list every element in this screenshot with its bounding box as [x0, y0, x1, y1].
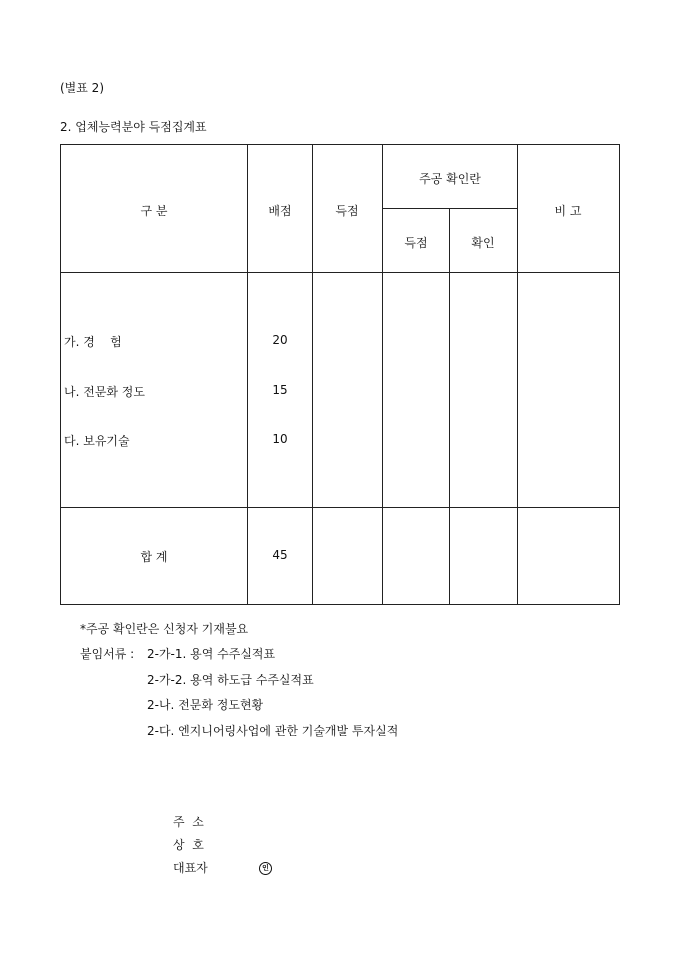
row-points-technology: 10 [272, 432, 288, 446]
header-score: 득점 [335, 204, 359, 218]
attachment-item: 2-다. 엔지니어링사업에 관한 기술개발 투자실적 [147, 724, 399, 738]
row-points-experience: 20 [272, 333, 288, 347]
total-points: 45 [272, 548, 288, 562]
header-confirm-score: 득점 [404, 236, 428, 250]
header-confirm-check: 확인 [471, 236, 495, 250]
note-text: *주공 확인란은 신청자 기재불요 [80, 622, 249, 636]
header-confirm-group: 주공 확인란 [419, 172, 481, 186]
row-label-experience: 가. 경 험 [64, 335, 122, 349]
representative-label: 대표자 [173, 861, 208, 875]
seal-icon [259, 859, 272, 875]
attachment-item: 2-나. 전문화 정도현황 [147, 698, 264, 712]
row-points-specialization: 15 [272, 383, 288, 397]
section-title: 2. 업체능력분야 득점집계표 [60, 120, 207, 134]
seal-mark: 인 [259, 862, 272, 875]
header-category: 구 분 [140, 204, 168, 218]
company-label: 상 호 [173, 838, 204, 852]
row-label-technology: 다. 보유기술 [64, 434, 130, 448]
attachments-heading: 붙임서류 : [80, 647, 135, 661]
appendix-label: (별표 2) [60, 81, 104, 95]
address-label: 주 소 [173, 815, 204, 829]
header-remarks: 비 고 [554, 204, 582, 218]
header-allocation: 배점 [268, 204, 292, 218]
attachment-item: 2-가-2. 용역 하도급 수주실적표 [147, 673, 314, 687]
row-label-specialization: 나. 전문화 정도 [64, 385, 145, 399]
total-label: 합 계 [140, 550, 168, 564]
attachment-item: 2-가-1. 용역 수주실적표 [147, 647, 276, 661]
